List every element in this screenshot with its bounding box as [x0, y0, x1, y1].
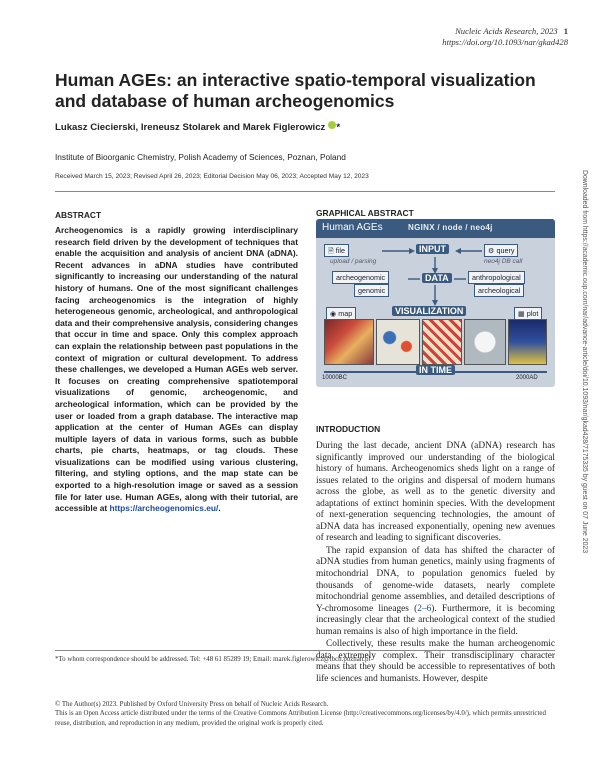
- webserver-link[interactable]: https://archeogenomics.eu/: [109, 503, 219, 514]
- affiliation: Institute of Bioorganic Chemistry, Polish Academy of Sciences, Poznan, Poland: [55, 152, 346, 162]
- ga-query-label: query: [496, 246, 515, 255]
- intro-p2-start: The rapid expansion of data has shifted the character of aDNA studies from human genetics, mainly using fragments of mitochondrial DNA, to population genomics fueled by thousands of genome-wide datasets, nearly complete mitochondrial genome assemblies, and detailed descriptions of Y-chromosome lineages (: [316, 545, 555, 614]
- ga-file-box: [324, 244, 349, 257]
- ga-query-box: [484, 244, 518, 257]
- ga-visualization-label: VISUALIZATION: [392, 306, 466, 316]
- ga-file-label: file: [335, 246, 345, 255]
- ga-app-name: Human AGEs: [322, 222, 383, 233]
- license-text: [55, 700, 555, 728]
- corresponding-marker: *: [336, 122, 341, 133]
- ga-pie-map-thumbnail: [464, 319, 506, 365]
- globe-icon: ◉: [330, 309, 337, 318]
- ga-in-time-label: IN TIME: [416, 365, 455, 375]
- chart-icon: ▦: [518, 309, 525, 318]
- ga-data-label: DATA: [422, 273, 452, 283]
- abstract-text: Archeogenomics is a rapidly growing interdisciplinary research field driven by the development of techniques that enable the acquisition and analysis of ancient DNA (aDNA). Recent advances in aDNA studies have contributed significantly to increasing our understanding of the natural history of humans. One of the most significant challenges facing archeogenomics is the integration of highly heterogeneous genomic, archeological, and anthropological data and their comprehensive analysis, considering changes that occur in time and space. Only this complex approach can explain the relationship between past populations in the context of migration or cultural development. To address these challenges, we developed a Human AGEs web server. It focuses on creating comprehensive spatiotemporal visualizations of genomic, archeogenomic, and archeological information, which can be provided by the user or loaded from a graph database. The interactive map application at the center of Human AGEs can display multiple layers of data in various forms, such as bubble charts, pie charts, heatmaps, or tag clouds. These visualizations can be modified using various clustering, filtering, and styling options, and the map state can be exported to a high-resolution image or saved as a session file for later use. Human AGEs, along with their tutorial, are accessible at: [55, 225, 298, 514]
- doi-link[interactable]: https://doi.org/10.1093/nar/gkad428: [442, 37, 568, 47]
- ga-plot-label: plot: [526, 309, 539, 318]
- introduction-heading: INTRODUCTION: [316, 424, 381, 434]
- paper-title: Human AGEs: an interactive spatio-temporal visualization and database of human archeogenomics: [55, 70, 536, 111]
- graphical-abstract-heading: GRAPHICAL ABSTRACT: [316, 208, 414, 218]
- footnote-divider: [55, 650, 555, 651]
- ga-anthropological-box: anthropological: [468, 271, 525, 284]
- ga-bubble-map-thumbnail: [376, 319, 420, 365]
- download-sidenote-text: Downloaded from https://academic.oup.com/nar/advance-article/doi/10.1093/nar/gkad428/7175335 by guest on 07 June 2023: [581, 170, 588, 554]
- ga-archeological-box: archeological: [474, 284, 524, 297]
- page-number: 1: [563, 26, 568, 36]
- abstract-heading: ABSTRACT: [55, 210, 102, 220]
- gear-icon: ⚙: [488, 246, 495, 255]
- submission-dates: Received March 15, 2023; Revised April 26, 2023; Editorial Decision May 06, 2023; Accepted May 12, 2023: [55, 173, 369, 180]
- journal-name: Nucleic Acids Research, 2023: [455, 26, 558, 36]
- ga-time-start: 10000BC: [322, 375, 348, 381]
- file-icon: 🗎: [328, 246, 334, 255]
- ga-plot-thumbnail: [508, 319, 547, 365]
- ga-time-end: 2000AD: [516, 375, 538, 381]
- ga-tech-logos: NGINX / node / neo4j: [408, 223, 493, 232]
- ga-query-hint: neo4j DB call: [484, 258, 523, 265]
- ga-archeogenomic-box: archeogenomic: [332, 271, 389, 284]
- intro-paragraph-3: Collectively, these results make the human archeogenomic data extremely complex. Their transdisciplinary character means that they should be accessible to representatives of both life sciences and humanists. However, despite: [316, 639, 555, 684]
- license-statement: This is an Open Access article distributed under the terms of the Creative Commons Attribution License (http://creativecommons.org/licenses/by/4.0/), which permits unrestricted reuse, distribution, and reproduction in any medium, provided the original work is properly cited.: [55, 710, 546, 727]
- abstract-end: .: [218, 503, 221, 514]
- ga-map-label: map: [338, 309, 353, 318]
- running-header: [442, 26, 568, 48]
- intro-p2-end: ). Furthermore, it is becoming increasingly clear that the archeological context of the studied human remains is also of high importance in the field.: [316, 603, 555, 637]
- ga-file-hint: upload / parsing: [330, 258, 377, 265]
- author-list: [55, 121, 340, 133]
- abstract-body: [55, 225, 298, 515]
- copyright-line: © The Author(s) 2023. Published by Oxford University Press on behalf of Nucleic Acids Research.: [55, 701, 329, 708]
- citation-link[interactable]: 2–6: [417, 603, 432, 614]
- download-sidenote: [578, 170, 590, 630]
- correspondence-footnote: *To whom correspondence should be addressed. Tel: +48 61 85289 19; Email: marek.figlerowicz@ibch.poznan.pl: [55, 656, 371, 663]
- ga-tag-map-thumbnail: [422, 319, 462, 365]
- ga-input-label: INPUT: [416, 244, 449, 254]
- authors-text: Lukasz Ciecierski, Ireneusz Stolarek and Marek Figlerowicz: [55, 122, 326, 133]
- header-divider: [55, 191, 555, 192]
- graphical-abstract-figure: [316, 219, 555, 387]
- intro-paragraph-2: [316, 546, 555, 638]
- ga-heatmap-thumbnail: [324, 319, 374, 365]
- intro-paragraph-1: During the last decade, ancient DNA (aDNA) research has significantly improved our understanding of the biological history of humans. Archeogenomics sheds light on a range of issues related to the origins and dispersal of modern humans across the globe, as well as to the genetic diversity and adaptations of extinct hominin species. With the development of next-generation sequencing technologies, the amount of aDNA data has increased exponentially, opening new avenues of research and leading to significant discoveries.: [316, 441, 555, 544]
- ga-genomic-box: genomic: [354, 284, 389, 297]
